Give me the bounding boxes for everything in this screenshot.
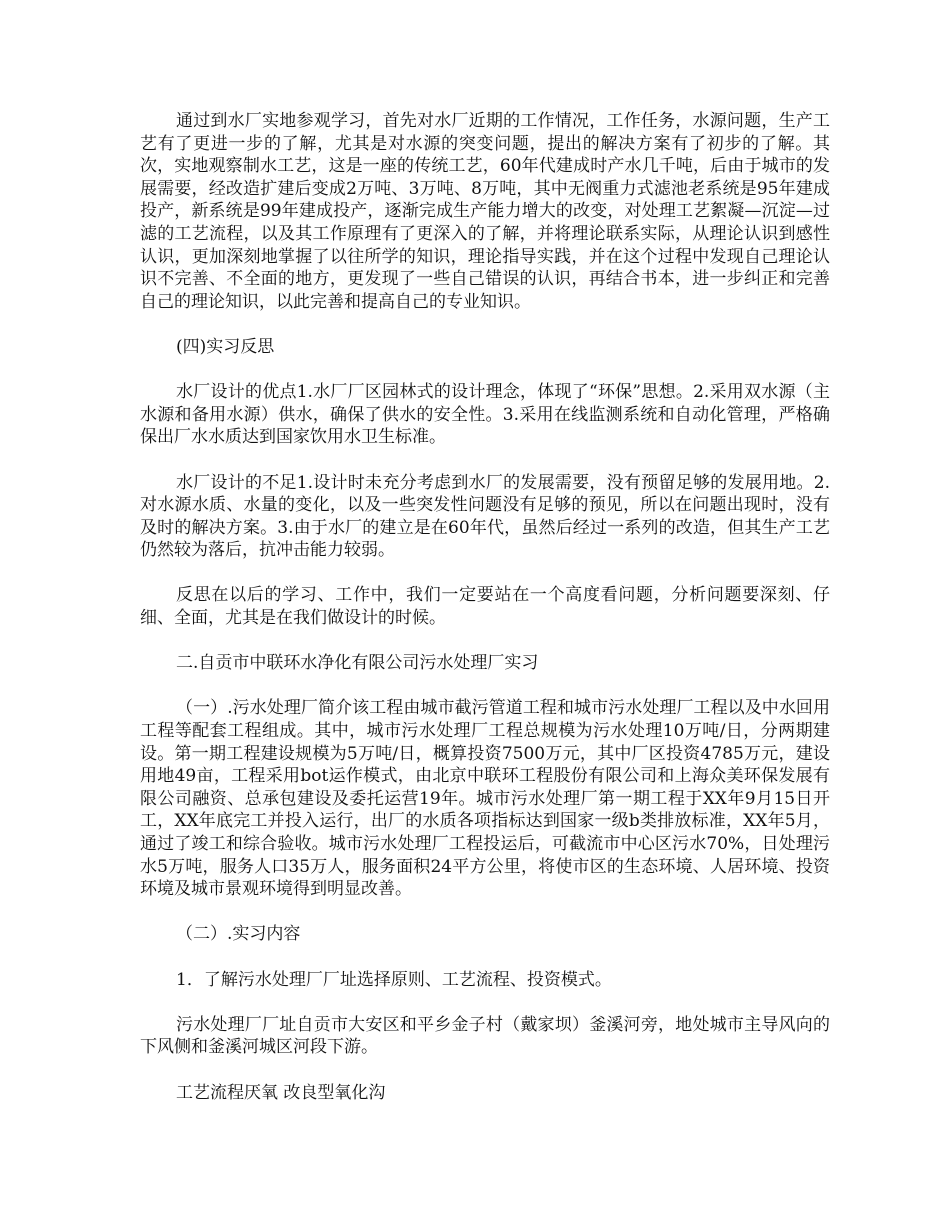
document-body [140, 110, 830, 1127]
paragraph-item-one: 1．了解污水处理厂厂址选择原则、工艺流程、投资模式。 [176, 969, 612, 990]
paragraph-plant-introduction: （一）.污水处理厂简介该工程由城市截污管道工程和城市污水处理厂工程以及中水回用工程等配套工程组成。其中，城市污水处理厂工程总规模为污水处理10万吨/日，分两期建设。第一期工程建设规模为5万吨/日，概算投资7500万元，其中厂区投资4785万元，建设用地49亩，工程采用bot运作模式，由北京中联环工程股份有限公司和上海众美环保发展有限公司融资、总承包建设及委托运营19年。城市污水处理厂第一期工程于XX年9月15日开工，XX年底完工并投入运行，出厂的水质各项指标达到国家一级b类排放标准，XX年5月，通过了竣工和综合验收。城市污水处理厂工程投运后，可截流市中心区污水70%，日处理污水5万吨，服务人口35万人，服务面积24平方公里，将使市区的生态环境、人居环境、投资环境及城市景观环境得到明显改善。 [140, 698, 830, 900]
paragraph-reflection: 反思在以后的学习、工作中，我们一定要站在一个高度看问题，分析问题要深刻、仔细、全面，尤其是在我们做设计的时候。 [140, 585, 830, 629]
heading-internship-reflection: (四)实习反思 [176, 336, 275, 357]
paragraph-design-advantages: 水厂设计的优点1.水厂厂区园林式的设计理念，体现了“环保”思想。2.采用双水源（主水源和备用水源）供水，确保了供水的安全性。3.采用在线监测系统和自动化管理，严格确保出厂水水质达到国家饮用水卫生标准。 [140, 382, 830, 448]
paragraph-design-shortcomings: 水厂设计的不足1.设计时未充分考虑到水厂的发展需要，没有预留足够的发展用地。2.对水源水质、水量的变化，以及一些突发性问题没有足够的预见，所以在问题出现时，没有及时的解决方案。3.由于水厂的建立是在60年代，虽然后经过一系列的改造，但其生产工艺仍然较为落后，抗冲击能力较弱。 [140, 472, 830, 561]
heading-section-two: 二.自贡市中联环水净化有限公司污水处理厂实习 [176, 653, 539, 674]
paragraph-process-flow: 工艺流程厌氧 改良型氧化沟 [176, 1082, 386, 1103]
paragraph-plant-location: 污水处理厂厂址自贡市大安区和平乡金子村（戴家坝）釜溪河旁，地处城市主导风向的下风侧和釜溪河城区河段下游。 [140, 1014, 830, 1058]
heading-internship-content: （二）.实习内容 [176, 924, 301, 945]
paragraph-site-visit-summary: 通过到水厂实地参观学习，首先对水厂近期的工作情况，工作任务，水源问题，生产工艺有了更进一步的了解，尤其是对水源的突变问题，提出的解决方案有了初步的了解。其次，实地观察制水工艺，这是一座的传统工艺，60年代建成时产水几千吨，后由于城市的发展需要，经改造扩建后变成2万吨、3万吨、8万吨，其中无阀重力式滤池老系统是95年建成投产，新系统是99年建成投产，逐渐完成生产能力增大的改变，对处理工艺絮凝—沉淀—过滤的工艺流程，以及其工作原理有了更深入的了解，并将理论联系实际，从理论认识到感性认识，更加深刻地掌握了以往所学的知识，理论指导实践，并在这个过程中发现自己理论认识不完善、不全面的地方，更发现了一些自己错误的认识，再结合书本，进一步纠正和完善自己的理论知识，以此完善和提高自己的专业知识。 [140, 111, 830, 312]
